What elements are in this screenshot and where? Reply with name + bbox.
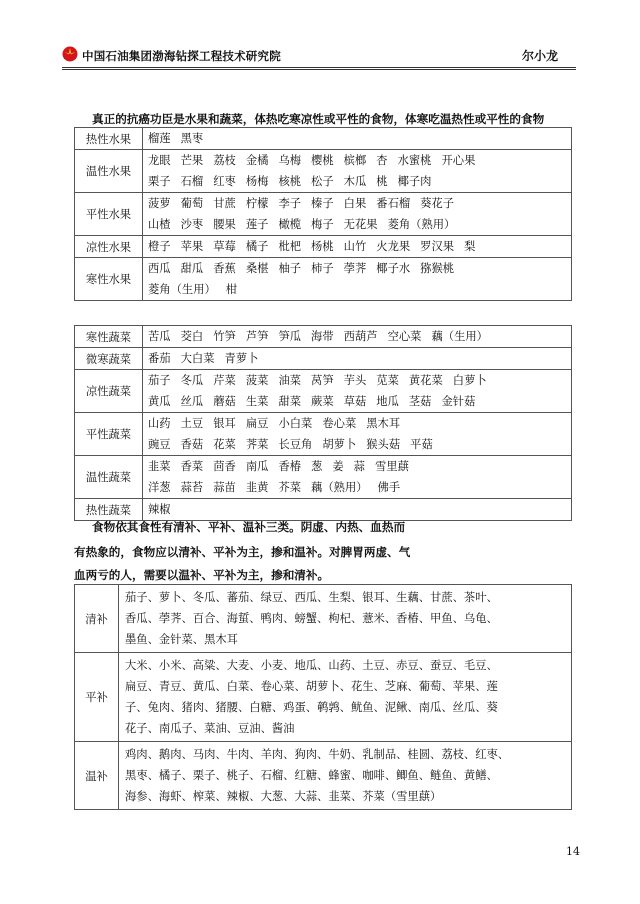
food-item: 蒜苗 xyxy=(213,481,236,494)
food-item: 柿子 xyxy=(311,262,334,275)
food-item: 笋瓜 xyxy=(278,330,302,343)
food-item: 甘蔗 xyxy=(213,197,236,210)
paragraph-line-1: 食物依其食性有清补、平补、温补三类。阴虚、内热、血热而 xyxy=(92,520,406,534)
category-cell: 热性蔬菜 xyxy=(75,499,143,521)
food-item: 白果 xyxy=(343,197,367,210)
items-line xyxy=(148,171,566,192)
food-item: 杨桃 xyxy=(311,240,334,253)
food-item: 石榴 xyxy=(180,175,204,188)
food-item: 蘑菇 xyxy=(213,395,236,408)
items-line xyxy=(148,279,566,300)
food-item: 平菇 xyxy=(410,438,433,451)
items-line: 茄子、萝卜、冬瓜、蕃茄、绿豆、西瓜、生梨、银耳、生藕、甘蔗、茶叶、 xyxy=(125,591,498,604)
category-cell: 微寒蔬菜 xyxy=(75,348,143,370)
food-item: 地瓜 xyxy=(376,395,399,408)
food-item: 火龙果 xyxy=(376,240,411,253)
food-item: 乌梅 xyxy=(278,154,302,167)
paragraph-line-2: 有热象的，食物应以清补、平补为主，掺和温补。对脾胃两虚、气 xyxy=(74,545,411,559)
food-item: 莲子 xyxy=(245,218,269,231)
food-item: 杨梅 xyxy=(245,175,269,188)
food-item: 榛子 xyxy=(311,197,334,210)
food-item: 甜菜 xyxy=(278,395,302,408)
food-item: 蒜 xyxy=(353,460,365,473)
food-item: 姜 xyxy=(332,460,344,473)
food-item: 草菇 xyxy=(343,395,367,408)
items-line xyxy=(148,150,566,171)
food-item: 扁豆 xyxy=(245,417,269,430)
items-line xyxy=(148,370,566,391)
items-cell xyxy=(143,348,572,370)
food-item: 黄瓜 xyxy=(148,395,171,408)
food-item: 椰子肉 xyxy=(397,175,432,188)
items-line xyxy=(148,193,566,214)
items-cell xyxy=(143,499,572,521)
food-item: 金橘 xyxy=(245,154,269,167)
food-item: 香菇 xyxy=(180,438,204,451)
category-cell: 热性水果 xyxy=(75,128,143,150)
food-item: 柠檬 xyxy=(245,197,269,210)
food-item: 蒜苔 xyxy=(180,481,204,494)
table-row xyxy=(75,128,572,150)
food-item: 佛手 xyxy=(377,481,401,494)
header-rule-bottom xyxy=(62,69,576,70)
items-line xyxy=(148,477,566,498)
food-item: 黄花菜 xyxy=(408,374,443,387)
food-item: 藕（熟用） xyxy=(311,481,368,494)
food-item: 南瓜 xyxy=(245,460,269,473)
food-item: 松子 xyxy=(311,175,334,188)
food-item: 沙枣 xyxy=(180,218,204,231)
food-item: 雪里蕻 xyxy=(374,460,409,473)
items-line: 鸡肉、鹅肉、马肉、牛肉、羊肉、狗肉、牛奶、乳制品、桂圆、荔枝、红枣、 xyxy=(125,748,510,761)
items-line xyxy=(148,236,566,257)
food-item: 卷心菜 xyxy=(322,417,357,430)
food-item: 葱 xyxy=(311,460,323,473)
food-item: 槟榔 xyxy=(343,154,367,167)
author-name: 尔小龙 xyxy=(521,49,558,63)
food-item: 茴香 xyxy=(213,460,236,473)
food-item: 芦笋 xyxy=(245,330,269,343)
items-line: 花子、南瓜子、菜油、豆油、酱油 xyxy=(125,722,295,735)
food-item: 椰子水 xyxy=(376,262,411,275)
food-item: 茎菇 xyxy=(408,395,432,408)
food-item: 樱桃 xyxy=(311,154,334,167)
food-item: 金针菇 xyxy=(441,395,476,408)
food-item: 核桃 xyxy=(278,175,302,188)
items-line: 扁豆、青豆、黄瓜、白菜、卷心菜、胡萝卜、花生、芝麻、葡萄、苹果、莲 xyxy=(125,680,498,693)
items-line xyxy=(148,391,566,412)
food-item: 空心菜 xyxy=(387,330,422,343)
food-item: 李子 xyxy=(278,197,302,210)
header-rule-top xyxy=(62,67,576,68)
category-cell: 温性蔬菜 xyxy=(75,456,143,499)
items-cell xyxy=(143,413,572,456)
food-item: 番石榴 xyxy=(376,197,411,210)
page-header xyxy=(62,44,574,66)
food-item: 菱角（熟用） xyxy=(387,218,456,231)
food-item: 长豆角 xyxy=(278,438,313,451)
food-item: 榴莲 xyxy=(148,132,171,145)
food-item: 竹笋 xyxy=(213,330,236,343)
items-line xyxy=(148,258,566,279)
food-item: 丝瓜 xyxy=(180,395,204,408)
food-item: 荠菜 xyxy=(245,438,269,451)
food-item: 韭菜 xyxy=(148,460,171,473)
food-item: 梨 xyxy=(464,240,476,253)
category-cell: 平性蔬菜 xyxy=(75,413,143,456)
food-item: 土豆 xyxy=(180,417,204,430)
table-row xyxy=(75,742,572,810)
food-item: 无花果 xyxy=(343,218,378,231)
table-row xyxy=(75,456,572,499)
tonic-type-table xyxy=(74,584,572,810)
section-headline: 真正的抗癌功臣是水果和蔬菜，体热吃寒凉性或平性的食物，体寒吃温热性或平性的食物 xyxy=(92,112,545,126)
food-item: 梅子 xyxy=(311,218,334,231)
food-item: 桃 xyxy=(376,175,388,188)
vegetable-nature-table xyxy=(74,325,572,521)
food-item: 桑椹 xyxy=(245,262,269,275)
food-item: 葵花子 xyxy=(420,197,455,210)
table-row xyxy=(75,326,572,348)
items-cell xyxy=(143,193,572,236)
food-item: 茄子 xyxy=(148,374,171,387)
items-cell xyxy=(119,653,572,742)
food-item: 青萝卜 xyxy=(224,352,259,365)
food-item: 罗汉果 xyxy=(420,240,455,253)
food-item: 山楂 xyxy=(148,218,171,231)
items-line xyxy=(148,499,566,520)
food-item: 番茄 xyxy=(148,352,171,365)
food-item: 豌豆 xyxy=(148,438,171,451)
food-item: 橘子 xyxy=(245,240,269,253)
food-item: 西葫芦 xyxy=(343,330,378,343)
page-number: 14 xyxy=(566,845,580,858)
items-line: 墨鱼、金针菜、黑木耳 xyxy=(125,633,238,646)
food-item: 荸荠 xyxy=(343,262,367,275)
food-item: 栗子 xyxy=(148,175,171,188)
food-item: 生菜 xyxy=(245,395,269,408)
table-row xyxy=(75,150,572,193)
food-item: 猕猴桃 xyxy=(420,262,455,275)
items-line xyxy=(148,214,566,235)
food-item: 腰果 xyxy=(213,218,236,231)
items-cell xyxy=(119,585,572,653)
items-line xyxy=(148,326,566,347)
organization-name: 中国石油集团渤海钻探工程技术研究院 xyxy=(82,49,281,63)
food-item: 西瓜 xyxy=(148,262,171,275)
items-line xyxy=(148,348,566,369)
items-cell xyxy=(143,326,572,348)
items-line xyxy=(148,456,566,477)
food-item: 冬瓜 xyxy=(180,374,204,387)
food-item: 香椿 xyxy=(278,460,302,473)
items-cell xyxy=(143,258,572,301)
category-cell: 平补 xyxy=(75,653,119,742)
food-item: 菱角（生用） xyxy=(148,283,216,296)
food-item: 银耳 xyxy=(213,417,236,430)
items-line: 子、兔肉、猪肉、猪腰、白糖、鸡蛋、鹌鹑、鱿鱼、泥鳅、南瓜、丝瓜、葵 xyxy=(125,701,498,714)
food-item: 藕（生用） xyxy=(431,330,488,343)
items-cell xyxy=(143,128,572,150)
items-line: 黑枣、橘子、栗子、桃子、石榴、红糖、蜂蜜、咖啡、鲫鱼、鲢鱼、黄鳝、 xyxy=(125,769,498,782)
food-item: 柚子 xyxy=(278,262,302,275)
items-cell xyxy=(143,150,572,193)
items-line: 海参、海虾、榨菜、辣椒、大葱、大蒜、韭菜、芥菜（雪里蕻） xyxy=(125,790,442,803)
items-line xyxy=(148,434,566,455)
food-item: 枇杷 xyxy=(278,240,302,253)
table-row xyxy=(75,236,572,258)
category-cell: 凉性水果 xyxy=(75,236,143,258)
table-row xyxy=(75,258,572,301)
food-item: 小白菜 xyxy=(278,417,313,430)
category-cell: 寒性水果 xyxy=(75,258,143,301)
food-item: 菠菜 xyxy=(245,374,269,387)
food-item: 芹菜 xyxy=(213,374,236,387)
food-item: 苦瓜 xyxy=(148,330,171,343)
food-item: 杏 xyxy=(376,154,388,167)
food-item: 茭白 xyxy=(180,330,204,343)
table-row xyxy=(75,413,572,456)
food-item: 水蜜桃 xyxy=(397,154,432,167)
food-item: 芥菜 xyxy=(278,481,302,494)
table-row xyxy=(75,348,572,370)
food-item: 洋葱 xyxy=(148,481,171,494)
food-item: 开心果 xyxy=(441,154,476,167)
category-cell: 寒性蔬菜 xyxy=(75,326,143,348)
food-item: 山药 xyxy=(148,417,171,430)
food-item: 海带 xyxy=(311,330,334,343)
food-item: 草莓 xyxy=(213,240,236,253)
food-item: 橄榄 xyxy=(278,218,302,231)
food-item: 黑枣 xyxy=(180,132,204,145)
food-item: 香菜 xyxy=(180,460,204,473)
table-row xyxy=(75,653,572,742)
food-item: 芋头 xyxy=(343,374,367,387)
items-cell xyxy=(143,370,572,413)
food-item: 香蕉 xyxy=(213,262,236,275)
food-item: 猴头菇 xyxy=(366,438,401,451)
food-item: 橙子 xyxy=(148,240,171,253)
items-cell xyxy=(119,742,572,810)
table-row xyxy=(75,370,572,413)
table-row xyxy=(75,585,572,653)
paragraph-line-3: 血两亏的人，需要以温补、平补为主，掺和清补。 xyxy=(74,568,330,582)
food-item: 菠萝 xyxy=(148,197,171,210)
food-item: 莴笋 xyxy=(311,374,334,387)
items-line xyxy=(148,128,566,149)
category-cell: 温性水果 xyxy=(75,150,143,193)
category-cell: 清补 xyxy=(75,585,119,653)
food-item: 荔枝 xyxy=(213,154,236,167)
food-item: 龙眼 xyxy=(148,154,171,167)
food-item: 红枣 xyxy=(213,175,236,188)
food-item: 木瓜 xyxy=(343,175,367,188)
food-item: 白萝卜 xyxy=(452,374,487,387)
category-cell: 凉性蔬菜 xyxy=(75,370,143,413)
table-row xyxy=(75,499,572,521)
items-line xyxy=(148,413,566,434)
food-item: 黑木耳 xyxy=(366,417,401,430)
items-cell xyxy=(143,456,572,499)
items-cell xyxy=(143,236,572,258)
food-item: 韭黄 xyxy=(245,481,269,494)
food-item: 辣椒 xyxy=(148,503,171,516)
food-item: 山竹 xyxy=(343,240,367,253)
food-item: 花菜 xyxy=(213,438,236,451)
category-cell: 平性水果 xyxy=(75,193,143,236)
food-item: 苹果 xyxy=(180,240,204,253)
food-item: 柑 xyxy=(225,283,238,296)
food-item: 葡萄 xyxy=(180,197,204,210)
table-row xyxy=(75,193,572,236)
food-item: 胡萝卜 xyxy=(322,438,357,451)
food-item: 油菜 xyxy=(278,374,302,387)
food-item: 甜瓜 xyxy=(180,262,204,275)
food-item: 苋菜 xyxy=(376,374,399,387)
food-item: 大白菜 xyxy=(180,352,215,365)
fruit-nature-table xyxy=(74,127,572,301)
items-line: 大米、小米、高粱、大麦、小麦、地瓜、山药、土豆、赤豆、蚕豆、毛豆、 xyxy=(125,659,498,672)
items-line: 香瓜、荸荠、百合、海蜇、鸭肉、螃蟹、枸杞、薏米、香椿、甲鱼、乌龟、 xyxy=(125,612,498,625)
food-item: 蕨菜 xyxy=(311,395,334,408)
category-cell: 温补 xyxy=(75,742,119,810)
petrochina-logo-icon xyxy=(62,46,78,62)
food-item: 芒果 xyxy=(180,154,204,167)
